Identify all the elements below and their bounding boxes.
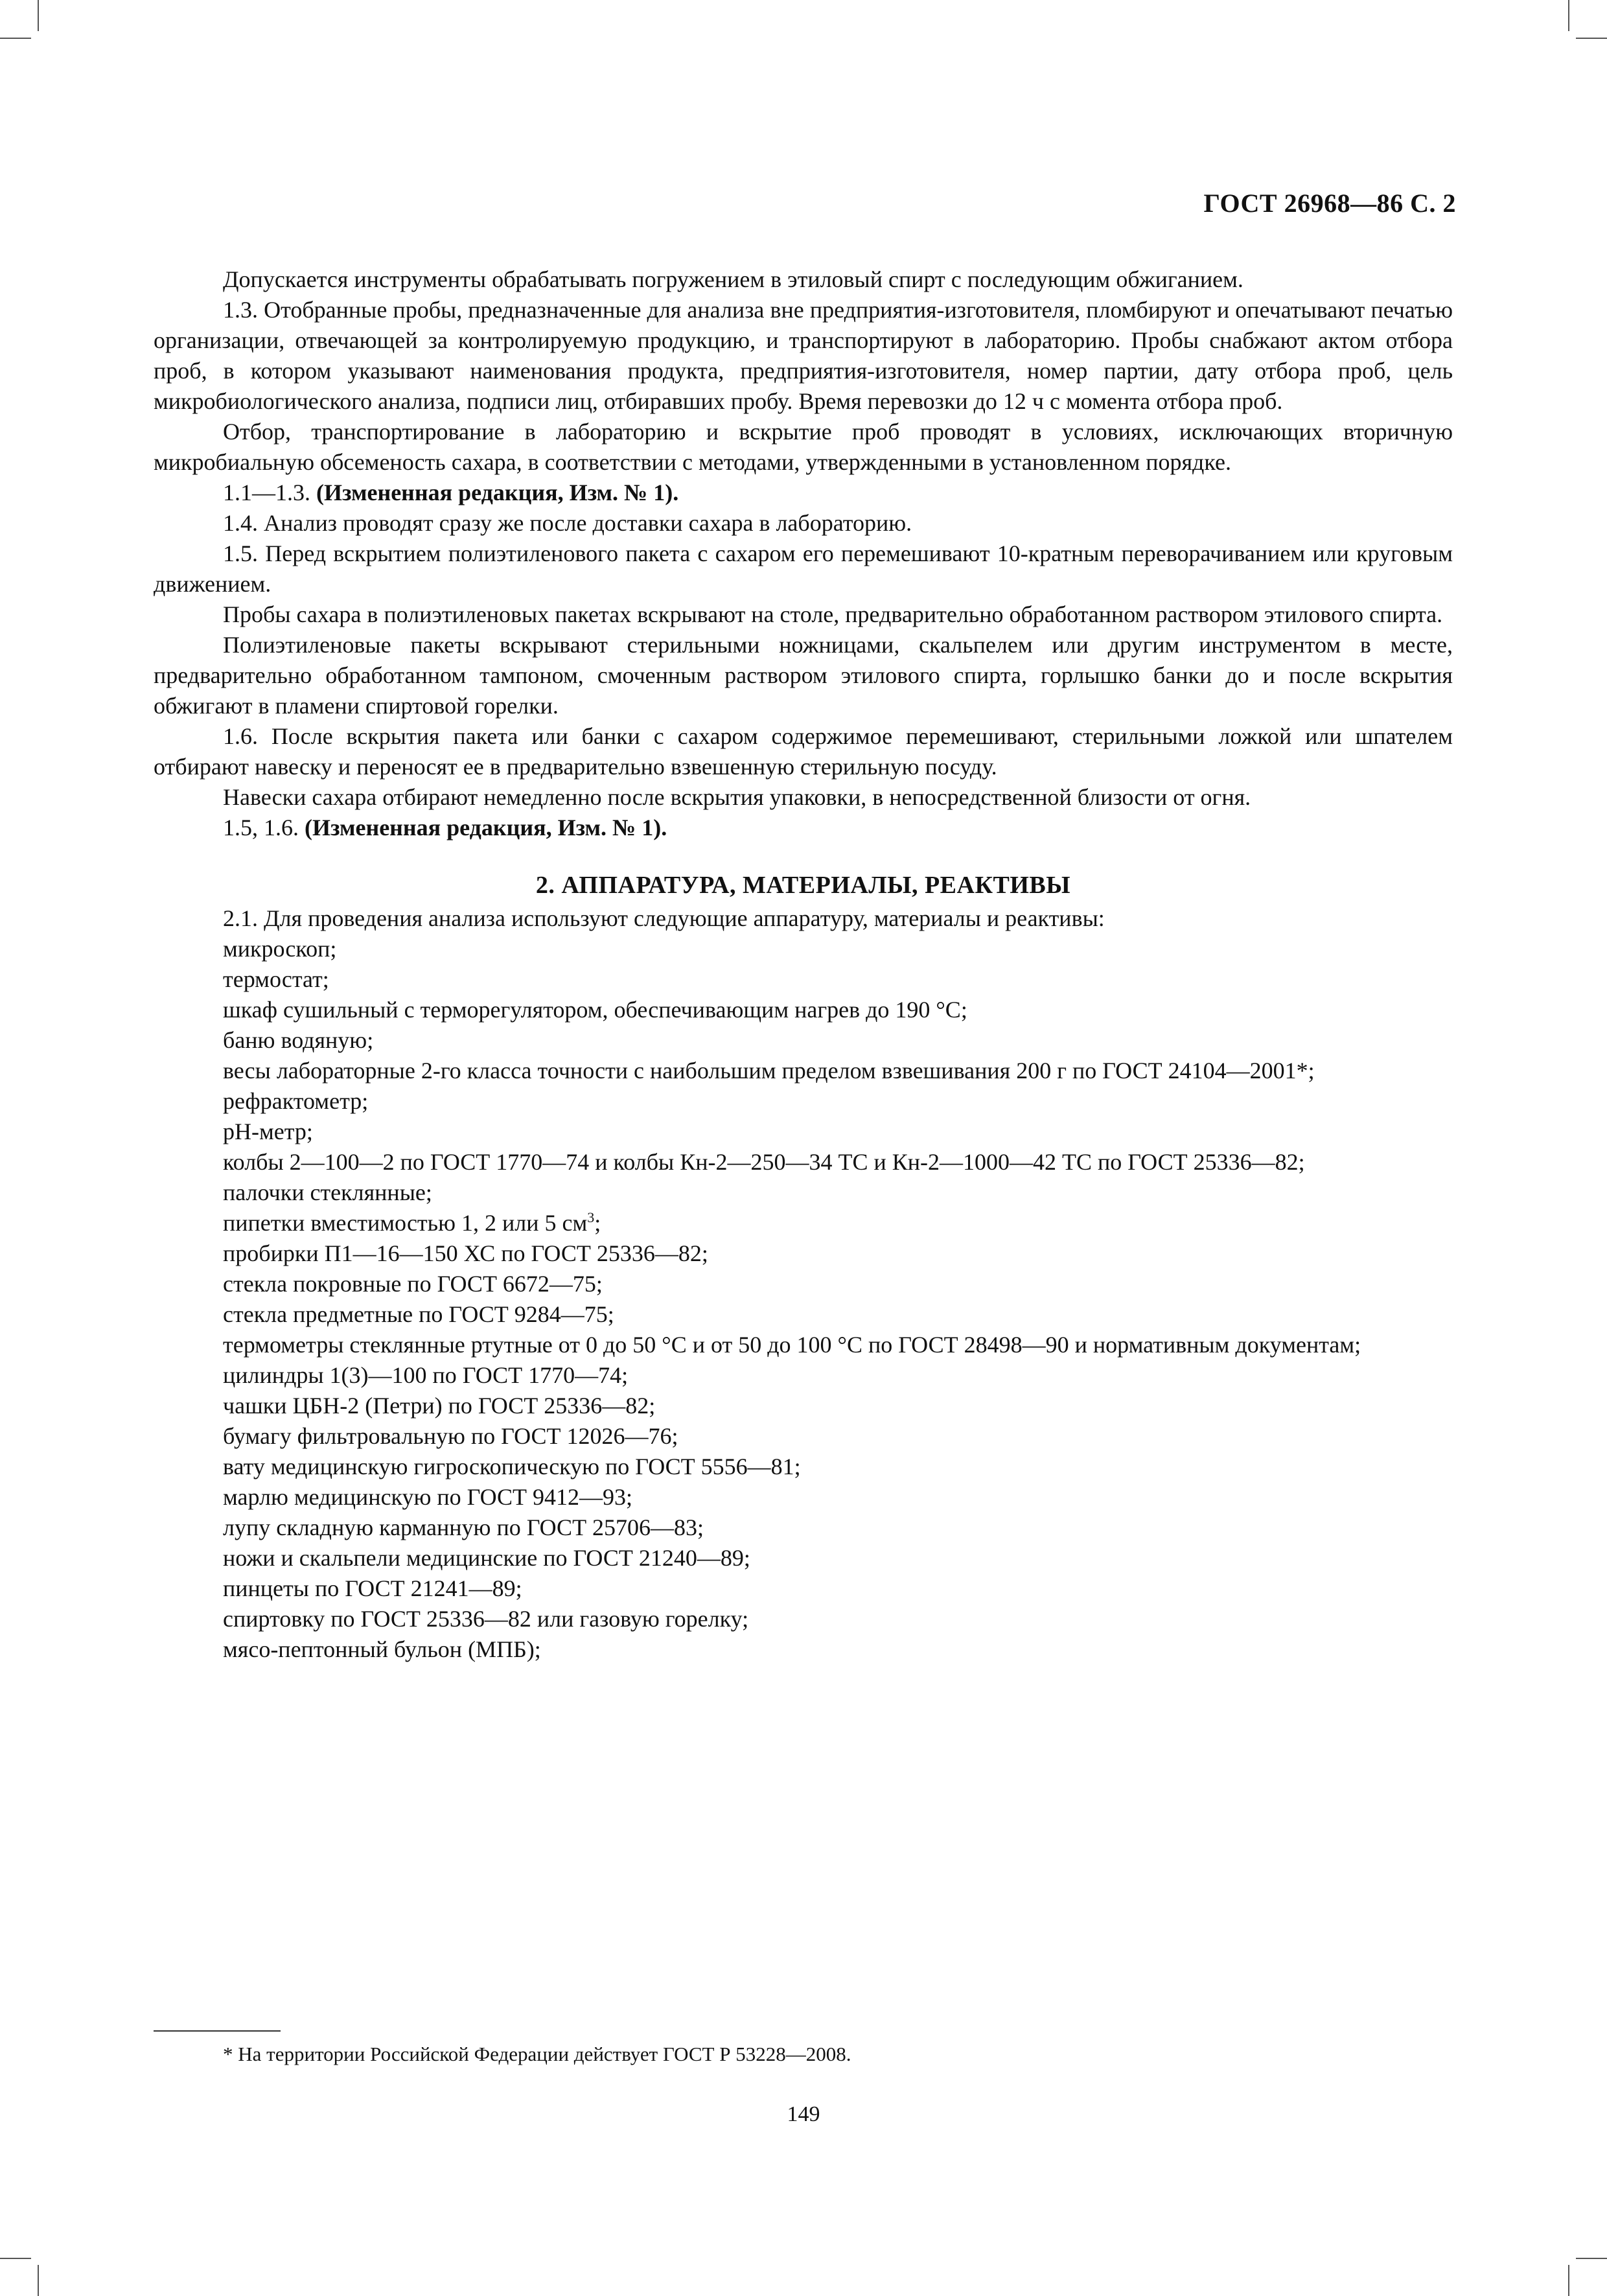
paragraph: Полиэтиленовые пакеты вскрывают стерильными ножницами, скальпелем или другим инструментом в месте, предварительно обработанном тампоном, смоченным раствором этилового спирта, горлышко банки до и после вскрытия обжигают в пламени спиртовой горелки. — [154, 632, 1453, 719]
running-header: ГОСТ 26968—86 С. 2 — [1203, 189, 1456, 218]
list-item: цилиндры 1(3)—100 по ГОСТ 1770—74; — [223, 1362, 629, 1388]
list-item: рН-метр; — [223, 1119, 313, 1144]
list-item: ножи и скальпели медицинские по ГОСТ 21240—89; — [223, 1545, 750, 1571]
list-item: пинцеты по ГОСТ 21241—89; — [223, 1575, 522, 1601]
section-intro: 2.1. Для проведения анализа используют следующие аппаратуру, материалы и реактивы: — [223, 905, 1105, 931]
paragraph-1-4: 1.4. Анализ проводят сразу же после доставки сахара в лабораторию. — [223, 510, 912, 536]
list-item: лупу складную карманную по ГОСТ 25706—83; — [223, 1514, 704, 1540]
crop-mark-top-left-v — [38, 0, 39, 31]
amendment-note — [154, 813, 1453, 843]
paragraph: Отбор, транспортирование в лабораторию и вскрытие проб проводят в условиях, исключающих вторичную микробиальную обсеменость сахара, в соответствии с методами, утвержденными в установленном порядке. — [154, 419, 1453, 475]
list-item: спиртовку по ГОСТ 25336—82 или газовую горелку; — [223, 1606, 749, 1632]
crop-mark-top-right-v — [1568, 0, 1569, 31]
footnote-divider — [154, 2030, 281, 2032]
crop-mark-bottom-right-h — [1576, 2258, 1607, 2259]
list-item: шкаф сушильный с терморегулятором, обеспечивающим нагрев до 190 °С; — [223, 997, 967, 1023]
list-item: колбы 2—100—2 по ГОСТ 1770—74 и колбы Кн-2—250—34 ТС и Кн-2—1000—42 ТС по ГОСТ 25336—82; — [223, 1149, 1305, 1175]
list-item — [154, 1208, 1453, 1238]
amendment-text: (Измененная редакция, Изм. № 1). — [316, 480, 679, 505]
paragraph-1-3: 1.3. Отобранные пробы, предназначенные для анализа вне предприятия-изготовителя, пломбируют и опечатывают печатью организации, отвечающей за контролируемую продукцию, и транспортируют в лабораторию. Пробы снабжают актом отбора проб, в котором указывают наименования продукта, предприятия-изготовителя, номер партии, дату отбора проб, цель микробиологического анализа, подписи лиц, отбиравших пробу. Время перевозки до 12 ч с момента отбора проб. — [154, 297, 1453, 414]
list-item: чашки ЦБН-2 (Петри) по ГОСТ 25336—82; — [223, 1393, 656, 1419]
amendment-ref: 1.5, 1.6. — [223, 815, 299, 841]
list-item: микроскоп; — [223, 936, 337, 962]
list-item: рефрактометр; — [223, 1088, 369, 1114]
paragraph-1-5: 1.5. Перед вскрытием полиэтиленового пакета с сахаром его перемешивают 10-кратным переворачиванием или круговым движением. — [154, 540, 1453, 597]
pipette-text: пипетки вместимостью 1, 2 или 5 см — [223, 1210, 588, 1236]
list-item: весы лабораторные 2-го класса точности с наибольшим пределом взвешивания 200 г по ГОСТ 24104—2001*; — [223, 1058, 1315, 1084]
crop-mark-bottom-left-h — [0, 2258, 31, 2259]
pipette-tail: ; — [594, 1210, 601, 1236]
superscript: 3 — [587, 1209, 595, 1225]
crop-mark-bottom-left-v — [38, 2265, 39, 2296]
list-item: палочки стеклянные; — [223, 1179, 432, 1205]
list-item: баню водяную; — [223, 1027, 374, 1053]
list-item: вату медицинскую гигроскопическую по ГОСТ 5556—81; — [223, 1454, 801, 1479]
amendment-text: (Измененная редакция, Изм. № 1). — [305, 815, 667, 841]
amendment-ref: 1.1—1.3. — [223, 480, 310, 505]
crop-mark-top-left-h — [0, 38, 31, 39]
crop-mark-top-right-h — [1576, 38, 1607, 39]
section-heading: 2. АППАРАТУРА, МАТЕРИАЛЫ, РЕАКТИВЫ — [535, 872, 1071, 899]
list-item: стекла покровные по ГОСТ 6672—75; — [223, 1271, 603, 1297]
list-item: стекла предметные по ГОСТ 9284—75; — [223, 1301, 614, 1327]
paragraph: Допускается инструменты обрабатывать погружением в этиловый спирт с последующим обжиганием. — [223, 266, 1243, 292]
paragraph-1-6: 1.6. После вскрытия пакета или банки с сахаром содержимое перемешивают, стерильными ложкой или шпателем отбирают навеску и переносят ее в предварительно взвешенную стерильную посуду. — [154, 723, 1453, 780]
amendment-note — [154, 478, 1453, 508]
crop-mark-bottom-right-v — [1568, 2265, 1569, 2296]
footnote: * На территории Российской Федерации действует ГОСТ Р 53228—2008. — [223, 2043, 851, 2065]
list-item: мясо-пептонный бульон (МПБ); — [223, 1636, 541, 1662]
list-item: термометры стеклянные ртутные от 0 до 50 °С и от 50 до 100 °С по ГОСТ 28498—90 и нормативным документам; — [223, 1332, 1361, 1358]
list-item: бумагу фильтровальную по ГОСТ 12026—76; — [223, 1423, 678, 1449]
list-item: термостат; — [223, 966, 329, 992]
paragraph: Навески сахара отбирают немедленно после вскрытия упаковки, в непосредственной близости от огня. — [223, 784, 1251, 810]
body-text — [154, 264, 1453, 1665]
page-number: 149 — [787, 2102, 820, 2126]
paragraph: Пробы сахара в полиэтиленовых пакетах вскрывают на столе, предварительно обработанном раствором этилового спирта. — [223, 601, 1443, 627]
list-item: пробирки П1—16—150 ХС по ГОСТ 25336—82; — [223, 1240, 708, 1266]
list-item: марлю медицинскую по ГОСТ 9412—93; — [223, 1484, 633, 1510]
